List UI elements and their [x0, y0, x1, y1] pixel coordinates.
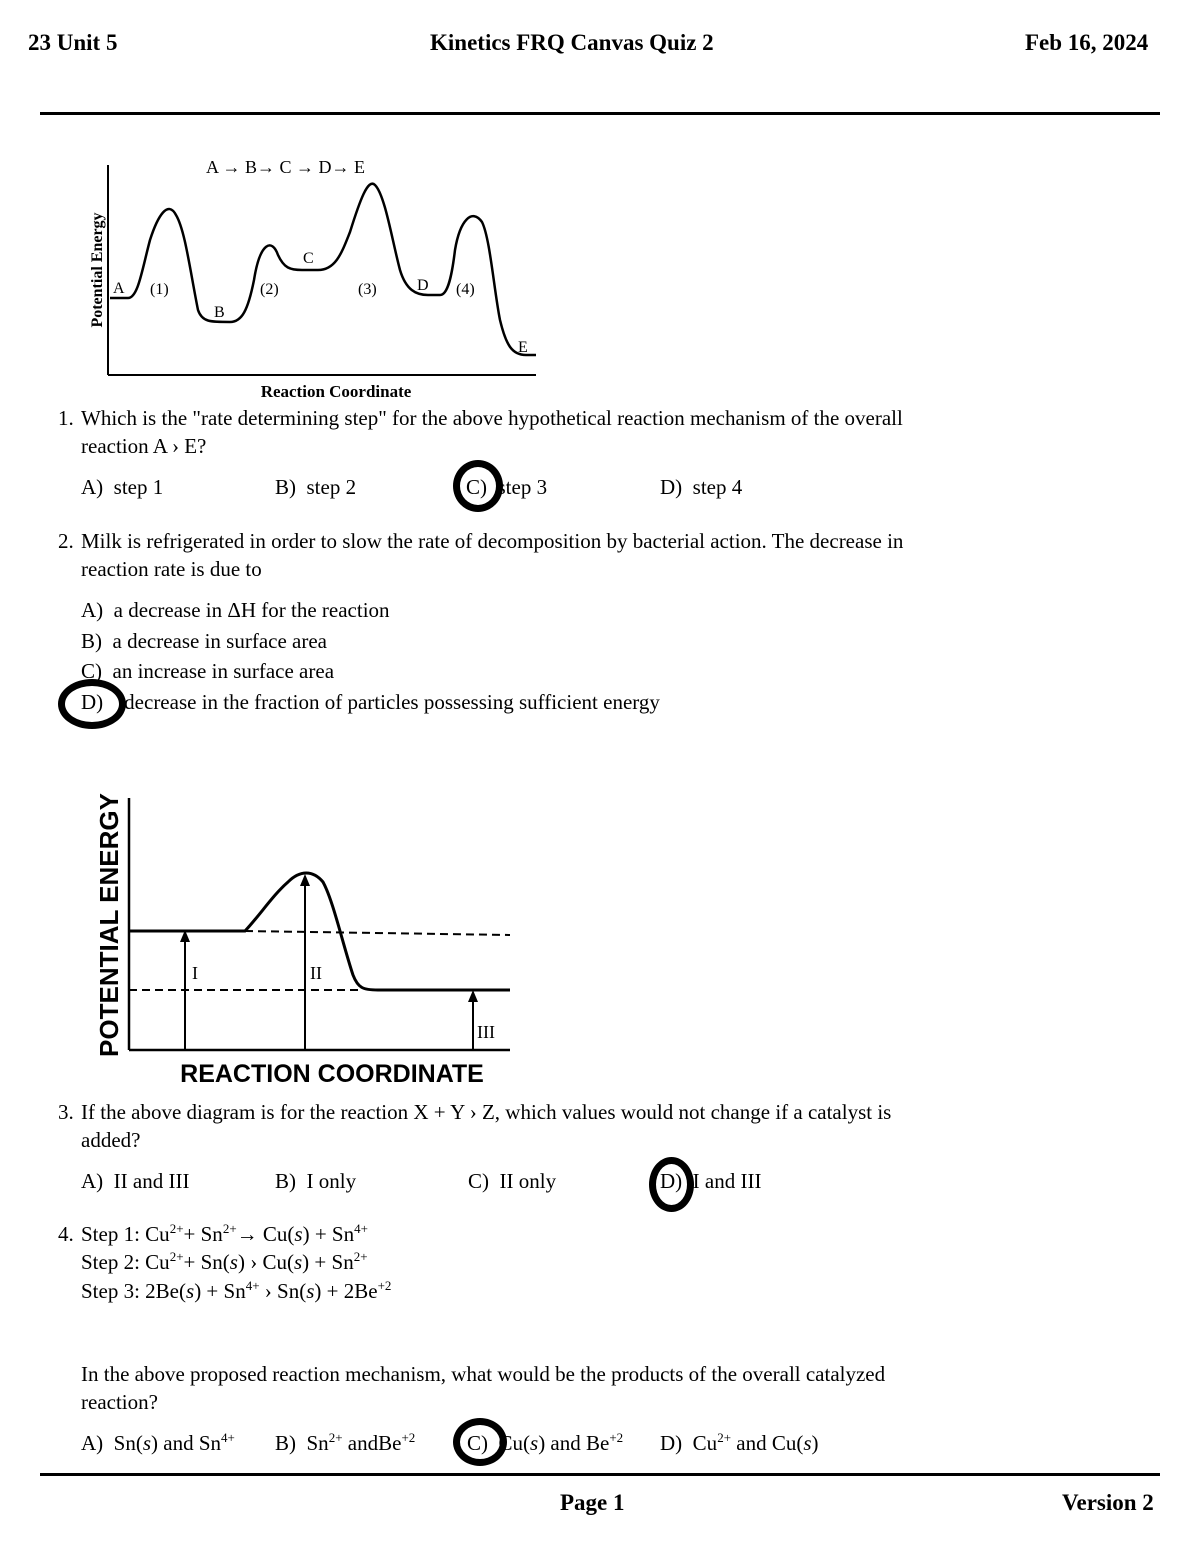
label-C: C: [303, 250, 314, 267]
q4-option-d[interactable]: D) $Cu^{2+}$ and Cu(s): [660, 1430, 819, 1455]
q3-option-d-letter: D): [660, 1169, 683, 1193]
reaction-mechanism-diagram: [80, 150, 550, 405]
q2-option-d[interactable]: [81, 688, 660, 716]
q4-step3: Step 3: $2Be(s) + Sn^{4+}$ › $Sn(s) + 2Be^{+2}$: [81, 1278, 392, 1303]
q2-option-c-letter: C): [81, 659, 102, 683]
footer-page: Page 1: [560, 1490, 625, 1515]
answer-circle-q2: [58, 679, 126, 729]
q2-option-b-text: a decrease in surface area: [112, 629, 328, 653]
label-D: D: [417, 277, 429, 294]
q2-option-b-letter: B): [81, 629, 102, 653]
q3-option-a-letter: A): [81, 1169, 104, 1193]
q1-number: 1.: [58, 406, 74, 430]
q1-option-d-text: step 4: [692, 475, 743, 499]
diagram2-xlabel: REACTION COORDINATE: [180, 1060, 484, 1088]
q3-number: 3.: [58, 1100, 74, 1124]
label-B: B: [214, 304, 225, 321]
q4-line1: In the above proposed reaction mechanism, what would be the products of the overall catalyzed: [81, 1362, 886, 1386]
q3-option-b[interactable]: [275, 1167, 356, 1195]
answer-circle-q3: [649, 1157, 694, 1212]
q4-step1: Step 1: $Cu^{2+}+ Sn^{2+}\to Cu(s) + Sn^{4+}$: [81, 1221, 368, 1246]
q2-number: 2.: [58, 529, 74, 553]
label-III: III: [477, 1022, 495, 1042]
header-date: Feb 16, 2024: [1025, 30, 1149, 55]
label-step1: (1): [150, 281, 169, 298]
q1-option-c-letter: C): [466, 475, 487, 499]
q3-line2: added?: [81, 1128, 141, 1152]
header-title: Kinetics FRQ Canvas Quiz 2: [430, 30, 714, 55]
label-A: A: [113, 280, 125, 297]
question-4: [58, 1360, 1058, 1420]
q1-option-b-text: step 2: [306, 475, 357, 499]
diagram1-title: A → B→ C → D→ E: [206, 157, 366, 177]
header-unit: 23 Unit 5: [28, 30, 118, 55]
label-step2: (2): [260, 281, 279, 298]
q1-option-b-letter: B): [275, 475, 296, 499]
q2-option-a-letter: A): [81, 598, 104, 622]
q2-option-a[interactable]: [81, 596, 390, 624]
q3-option-c[interactable]: [468, 1167, 556, 1195]
catalyst-energy-diagram: [88, 770, 518, 1092]
label-II: II: [310, 963, 322, 983]
q3-option-a[interactable]: [81, 1167, 189, 1195]
q3-line1: If the above diagram is for the reaction X + Y › Z, which values would not change if a catalyst is: [81, 1100, 892, 1124]
q2-option-d-text: decrease in the fraction of particles possessing sufficient energy: [124, 690, 660, 714]
q2-option-c-text: an increase in surface area: [112, 659, 335, 683]
q3-option-a-text: II and III: [113, 1169, 190, 1193]
q2-option-a-text: a decrease in ΔH for the reaction: [113, 598, 390, 622]
q2-option-c[interactable]: [81, 657, 334, 685]
q1-option-b[interactable]: [275, 473, 356, 501]
question-4-steps: [58, 1220, 1058, 1310]
label-E: E: [518, 339, 528, 356]
q1-option-c-text: step 3: [497, 475, 548, 499]
answer-circle-q4: [453, 1418, 507, 1466]
q1-line2: reaction A › E?: [81, 434, 207, 458]
question-3: [58, 1098, 1058, 1158]
footer-rule: [40, 1473, 1160, 1476]
q4-option-c[interactable]: C) Cu(s) and $Be^{+2}$: [467, 1430, 624, 1455]
q2-option-b[interactable]: [81, 627, 327, 655]
footer-version: Version 2: [1062, 1490, 1154, 1515]
q1-line1: Which is the "rate determining step" for the above hypothetical reaction mechanism of the overall: [81, 406, 903, 430]
label-step4: (4): [456, 281, 475, 298]
diagram1-xlabel: Reaction Coordinate: [260, 382, 412, 401]
energy-curve-1: [110, 184, 536, 355]
q4-option-b[interactable]: B) $Sn^{2+}$ andBe$^{+2}$: [275, 1430, 416, 1455]
answer-circle-q1: [453, 460, 503, 512]
q2-option-d-letter: D): [81, 690, 104, 714]
q4-step2: Step 2: $Cu^{2+}+ Sn(s)$ › $Cu(s) + Sn^{2+}$: [81, 1249, 368, 1274]
q4-option-a[interactable]: A) Sn(s) and $Sn^{4+}$: [81, 1430, 235, 1455]
q3-option-b-text: I only: [306, 1169, 357, 1193]
label-step3: (3): [358, 281, 377, 298]
label-I: I: [192, 963, 198, 983]
diagram2-ylabel: POTENTIAL ENERGY: [94, 793, 124, 1057]
question-2: [58, 527, 1058, 587]
header-rule: [40, 112, 1160, 115]
question-1: [58, 404, 1058, 464]
q1-option-d[interactable]: [660, 473, 742, 501]
q3-option-b-letter: B): [275, 1169, 296, 1193]
q1-option-a[interactable]: [81, 473, 163, 501]
q2-line1: Milk is refrigerated in order to slow the rate of decomposition by bacterial action. The decrease in: [81, 529, 904, 553]
q4-number: 4.: [58, 1222, 74, 1246]
q4-line2: reaction?: [81, 1390, 158, 1414]
q3-option-c-letter: C): [468, 1169, 489, 1193]
q1-option-d-letter: D): [660, 475, 683, 499]
q1-option-a-text: step 1: [113, 475, 164, 499]
q2-line2: reaction rate is due to: [81, 557, 262, 581]
q1-option-a-letter: A): [81, 475, 104, 499]
diagram1-ylabel: Potential Energy: [89, 212, 106, 328]
q3-option-c-text: II only: [499, 1169, 557, 1193]
q3-option-d-text: I and III: [692, 1169, 762, 1193]
